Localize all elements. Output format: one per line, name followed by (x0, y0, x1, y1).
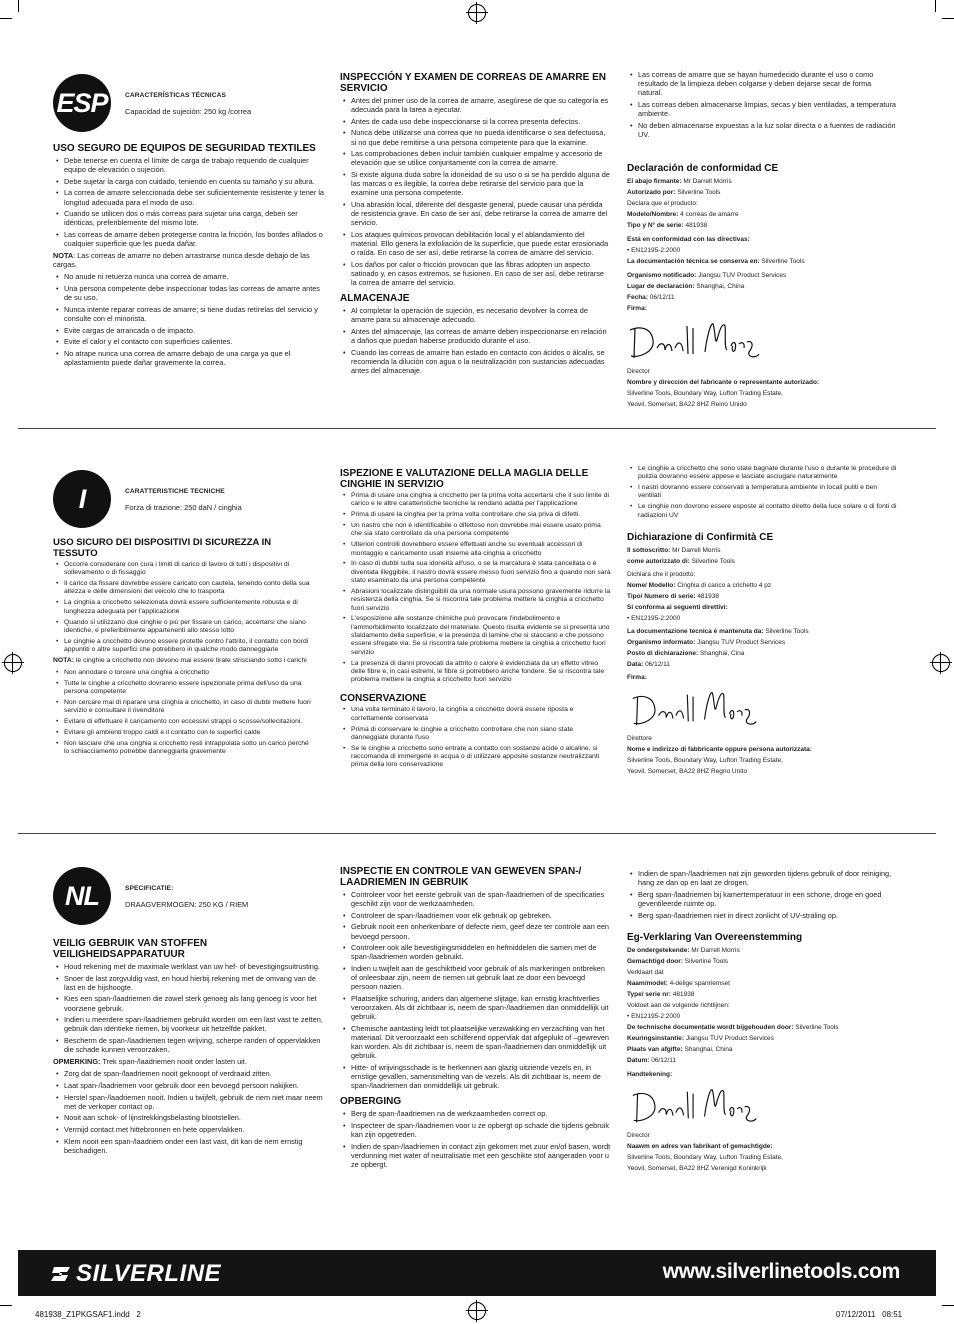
maker-address: Yeovil, Somerset, BA22 8HZ Regno Unito (627, 767, 748, 775)
list-item: • Hitte- of wrijvingsschade is te herkennen aan glazig uitziende vezels en, in ernstige gevallen, samensmelting van de vezels. Als dit zichtbaar is, neem de span-/laadriemen dan onmiddellijk uit gebruik. (351, 1063, 612, 1090)
maker-address: Yeovil, Somerset, BA22 8HZ Verenigd Koninkrijk (627, 1164, 767, 1172)
list-item: • La presenza di danni provocati da attrito o calore è evidenziata da un effetto vitreo delle fibre e, in casi estremi, le fibre si potrebbero anche fondere. Se si riscontra tale problema mettere la cinghia a cricchetto fuori servizio (351, 660, 612, 685)
declaration-line: • EN12195-2:2000 (627, 614, 681, 622)
declaration-line: Voldoet aan de volgende richtlijnen: (627, 1001, 730, 1009)
registration-mark-top-icon (468, 4, 486, 22)
column-left (53, 537, 315, 759)
bullet-list (340, 96, 610, 287)
maker-address: Yeovil, Somerset, BA22 8HZ Reino Unido (627, 400, 747, 408)
declaration-line: Organismo informato: Jiangsu TUV Product Services (627, 638, 786, 646)
declaration-line: Verklaart dat (627, 968, 664, 976)
declaration-line: come autorizzato di: Silverline Tools (627, 557, 735, 565)
signature-icon (627, 1084, 762, 1128)
declaration-line: La documentación técnica se conserva en: Silverline Tools (627, 257, 805, 265)
list-item: • Evite cargas de arrancada o de impacto. (64, 326, 328, 335)
list-item: • Cuando las correas de amarre han estado en contacto con ácidos o álcalis, se recomienda la dilución con agua o la neutralización con sustancias adecuadas antes del almacenaje. (351, 348, 610, 375)
list-item: • L'esposizione alle sostanze chimiche può provocare l'indebolimento e l'ammorbidimento localizzato del materiale. Questo risulta evidente se si presenta uno sfaldamento della superficie, e la presenza di lamine che si staccano e che possono essere sfregate via. Se si riscontra tale problema mettere la cinghia a cricchetto fuori servizio (351, 615, 612, 656)
bullet-list (340, 706, 612, 769)
column-middle (340, 468, 612, 773)
maker-address: Silverline Tools, Boundary Way, Lufton Trading Estate, (627, 1153, 783, 1161)
list-item: • Las correas deben almacenarse limpias, secas y bien ventiladas, a temperatura ambiente. (638, 100, 897, 118)
list-item: • Prima di conservare le cinghie a cricchetto controllare che non siano state danneggiate durante l'uso (351, 726, 612, 743)
column-right (627, 869, 897, 1174)
list-item: • Occorre considerare con cura i limiti di carico di lavoro di tutti i dispositivi di sollevamento o di fissaggio (64, 561, 315, 578)
declaration-line: Modelo/Nombre: 4 correas de amarre (627, 210, 739, 218)
bullet-list (53, 561, 315, 654)
list-item: • Non cercare mai di riparare una cinghia a cricchetto, in caso di dubbi mettere fuori servizio e consultare il rivenditore (64, 699, 315, 716)
list-item: • Los ataques químicos provocan debilitación local y el ablandamiento del material. Ello genera la exfoliación de la superficie, que puede estar erosionada o raída. En caso de ser así, debe retirarse la correa de amarre del servicio. (351, 230, 610, 257)
declaration-line: • EN12195-2:2000 (627, 1012, 681, 1020)
list-item: • Las comprobaciones deben incluir también cualquier empalme y accesorio de elevación que se utilice conjuntamente con la correa de amarre. (351, 149, 610, 167)
signatory-role: Director (627, 1131, 650, 1139)
declaration-line: Está en conformidad con las directivas: (627, 235, 750, 243)
list-item: • Houd rekening met de maximale werklast van uw hef- of bevestigingsuitrusting. (64, 962, 328, 971)
list-item: • Tutte le cinghie a cricchetto dovranno essere ispezionate prima dell'uso da una persona competente (64, 680, 315, 697)
note (53, 1057, 328, 1066)
crop-mark (935, 0, 936, 12)
spec-heading: CARACTERÍSTICAS TÉCNICAS (125, 92, 226, 99)
list-item: • Indien de span-/laadriemen in contact zijn gekomen met zuur en/of basen, wordt verdunning met water of neutralisatie met een geschikte stof aangeraden voor u ze opbergt. (351, 1142, 612, 1169)
section-title: CONSERVAZIONE (340, 693, 427, 705)
declaration-line: El abajo firmante: Mr Darrell Morris (627, 177, 732, 185)
declaration-line: Il sottoscritto: Mr Darrell Morris (627, 546, 721, 554)
declaration-title: Dichiarazione di Confirmità CE (627, 531, 774, 543)
column-middle (340, 866, 612, 1172)
language-badge: NL (53, 867, 111, 925)
bullet-list (627, 70, 897, 139)
list-item: • I nastri dovranno essere conservati a temperatura ambiente in locali puliti e ben ventilati (638, 484, 897, 501)
list-item: • Las correas de amarre deben protegerse contra la fricción, los bordes afilados o cualquier superficie que les pueda dañar. (64, 230, 328, 248)
declaration-line: Dichiara che il prodotto: (627, 570, 696, 578)
bullet-list (627, 465, 897, 520)
declaration-title: Declaración de conformidad CE (627, 162, 779, 174)
declaration-line: Organismo notificado: Jiangsu TUV Product Services (627, 271, 787, 279)
language-badge: ESP (53, 74, 111, 132)
declaration-line: Si conforma ai seguenti direttivi: (627, 603, 728, 611)
signatory-role: Director (627, 367, 650, 375)
bullet-list (340, 1109, 612, 1169)
section-divider (18, 428, 936, 429)
note-text: : Las correas de amarre no deben arrastrarse nunca desde debajo de las cargas. (53, 251, 310, 270)
list-item: • Debe sujetar la carga con cuidado, teniendo en cuenta su tamaño y su altura. (64, 177, 328, 186)
bullet-list (340, 890, 612, 1090)
list-item: • Il carico da fissare dovrebbe essere caricato con cautela, tenendo conto della sua altezza e delle dimensioni del veicolo che lo trasporta (64, 580, 315, 597)
note (53, 657, 315, 665)
list-item: • Vermijd contact met hittebronnen en hete oppervlakken. (64, 1125, 328, 1134)
registration-mark-right-icon (932, 654, 950, 672)
declaration-line: Keuringsinstantie: Jiangsu TUV Product Services (627, 1034, 774, 1042)
list-item: • No anude ni retuerza nunca una correa de amarre. (64, 272, 328, 281)
maker-label: Nome e indirizzo di fabbricante oppure persona autorizzata: (627, 745, 812, 753)
list-item: • Le cinghie a cricchetto che sono state bagnate durante l'uso o durante le procedure di pulizia dovranno essere appese e lasciate asciugare naturalmente (638, 465, 897, 482)
bullet-list (340, 306, 610, 375)
spec-heading: SPECIFICATIE: (125, 885, 174, 892)
declaration-line: Type/ serie nr: 481938 (627, 990, 695, 998)
signature-icon (627, 687, 762, 731)
declaration-line: Lugar de declaración: Shanghai, China (627, 282, 745, 290)
list-item: • La cinghia a cricchetto selezionata dovrà essere sufficientemente robusta e di lunghezza adeguata per l'applicazione (64, 599, 315, 616)
column-left (53, 143, 328, 370)
brand-name: SILVERLINE (76, 1260, 222, 1287)
list-item: • Controleer de span-/laadriemen voor elk gebruik op gebreken. (351, 911, 612, 920)
declaration-line: Nome/ Modello: Cinghia di carico a crichetto 4 pz (627, 581, 772, 589)
column-right (627, 465, 897, 777)
crop-mark (942, 1305, 954, 1306)
list-item: • Evitare di effettuare il caricamento con eccessivi strappi o scosse/sollecitazioni. (64, 718, 315, 726)
list-item: • Plaatselijke schuring, anders dan algemene slijtage, kan ernstig krachtverlies veroorzaken. Als dit zichtbaar is, neem de span-/laadriemen dan onmiddellijk uit gebruik. (351, 994, 612, 1021)
list-item: • No deben almacenarse expuestas a la luz solar directa o a fuentes de radiación UV. (638, 121, 897, 139)
declaration-line: Declara que el producto: (627, 199, 698, 207)
list-item: • Controleer ook alle bevestigingsmiddelen en hefmiddelen die samen met de span-/laadriemen worden gebruikt. (351, 943, 612, 961)
list-item: • Zorg dat de span-/laadriemen nooit geknoopt of verdraaid zitten. (64, 1069, 328, 1078)
list-item: • Berg span-/laadriemen bij kamertemperatuur in een schone, droge en goed geventileerde ruimte op. (638, 890, 897, 908)
note-label: NOTA (53, 251, 74, 261)
declaration-line: Handtekening: (627, 1070, 673, 1078)
list-item: • Un nastro che non è identificabile o difettoso non dovrebbe mai essere usato prima che sia stato controllato da una persona competente (351, 522, 612, 539)
list-item: • Abrasioni localizzate distinguibili da una normale usura possono gravemente ridurre la resistenza della cinghia. Se si riscontra tale problema mettere la cinghia a cricchetto fuori servizio (351, 588, 612, 613)
list-item: • Berg span-/laadriemen niet in direct zonlicht of UV-straling op. (638, 911, 897, 920)
list-item: • No atrape nunca una correa de amarre debajo de una carga ya que el aplastamiento puede dañar gravemente la correa. (64, 349, 328, 367)
signature-icon (627, 318, 762, 364)
declaration-line: Firma: (627, 673, 647, 681)
crop-mark (0, 18, 12, 19)
maker-label: Naawm en adres van fabrikant of gemachtigde: (627, 1142, 773, 1150)
declaration-line: Posto di dichiarazione: Shanghai, Cina (627, 649, 745, 657)
list-item: • Indien de span-/laadriemen nat zijn geworden tijdens gebruik of door reiniging, hang ze dan op en laat ze drogen. (638, 869, 897, 887)
section-title: ALMACENAJE (340, 292, 410, 304)
list-item: • Quando si utilizzano due cinghie o più per fissare un carico, accertarsi che siano identiche, e preferibilmente appartenenti allo stesso lotto (64, 619, 315, 636)
list-item: • Non lasciare che una cinghia a cricchetto resti intrappolata sotto un carico perché lo schiacciamento potrebbe danneggiarla gravemente (64, 740, 315, 757)
spec-value: Forza di trazione: 250 daN / cinghia (125, 503, 242, 512)
silverline-logo-icon (50, 1264, 72, 1284)
declaration-line: Naam/model: 4-delige spanriemset (627, 979, 730, 987)
list-item: • Al completar la operación de sujeción, es necesario devolver la correa de amarre para su almacenaje adecuado. (351, 306, 610, 324)
note-text: Trek span-/laadriemen nooit onder lasten uit. (100, 1057, 247, 1067)
maker-label: Nombre y dirección del fabricante o representante autorizado: (627, 378, 820, 386)
list-item: • Indien u meerdere span-/laadriemen gebruikt worden om een last vast te zetten, gebruik dan identieke riemen, bij voorkeur uit hetzelfde pakket. (64, 1015, 328, 1033)
silverline-logo (50, 1260, 221, 1288)
bullet-list (53, 156, 328, 248)
declaration-line: Gemachtigd door: Silverline Tools (627, 957, 729, 965)
bullet-list (53, 669, 315, 757)
list-item: • Antes del primer uso de la correa de amarre, asegúrese de que su categoría es adecuada para la tarea a ejecutar. (351, 96, 610, 114)
declaration-block (627, 176, 897, 314)
bullet-list (53, 962, 328, 1054)
note-text: le cinghie a cricchetto non devono mai essere tirate strisciando sotto i carichi (74, 657, 307, 665)
list-item: • Evite el calor y el contacto con superficies calientes. (64, 337, 328, 346)
spec-value: DRAAGVERMOGEN: 250 KG / RIEM (125, 900, 249, 909)
section-title: INSPECCIÓN Y EXAMEN DE CORREAS DE AMARRE EN SERVICIO (340, 72, 606, 94)
list-item: • Evitare gli ambienti troppo caldi e il contatto con le superfici calde (64, 729, 315, 737)
list-item: • Una abrasión local, diferente del desgaste general, puede causar una pérdida de resistencia grave. En caso de ser así, debe retirarse la correa de amarre del servicio. (351, 200, 610, 227)
declaration-line: De ondergetekende: Mr Darrell Morris (627, 946, 740, 954)
list-item: • Antes del almacenaje, las correas de amarre deben inspeccionarse en relación a daños que puedan haberse producido durante el uso. (351, 327, 610, 345)
spec-block (125, 488, 325, 512)
list-item: • Indien u twijfelt aan de geschiktheid voor gebruik of als markeringen ontbreken of onleesbaar zijn, neem de riemen uit gebruik laat ze door een bevoegd persoon nazien. (351, 964, 612, 991)
declaration-block (627, 945, 897, 1080)
list-item: • Snoer de last zorgvuldig vast, en houd hierbij rekening met de omvang van de last en de hijshoogte. (64, 974, 328, 992)
list-item: • Herstel span-/laadriemen nooit. Indien u twijfelt, gebruik de riem niet maar neem met de verkoper contact op. (64, 1093, 328, 1111)
list-item: • Prima di usare la cinghia per la prima volta controllare che sia priva di difetti. (351, 511, 612, 519)
spec-heading: CARATTERISTICHE TECNICHE (125, 488, 225, 495)
list-item: • Antes de cada uso debe inspeccionarse si la correa presenta defectos. (351, 117, 610, 126)
declaration-line: Data: 06/12/11 (627, 660, 670, 668)
list-item: • Gebruik nooit een onherkenbare of defecte riem, geef deze ter controle aan een bevoegd persoon. (351, 922, 612, 940)
maker-address: Silverline Tools, Boundary Way, Lufton Trading Estate, (627, 389, 783, 397)
timestamp-slug: 07/12/2011 08:51 (836, 1310, 903, 1319)
column-left (53, 938, 328, 1158)
section-title: OPBERGING (340, 1096, 402, 1108)
declaration-line: Datum: 06/12/11 (627, 1056, 677, 1064)
bullet-list (53, 1069, 328, 1155)
declaration-line: • EN12195-2:2000 (627, 246, 681, 254)
declaration-line: Autorizado por: Silverline Tools (627, 188, 721, 196)
declaration-line: Firma: (627, 304, 647, 312)
maker-address: Silverline Tools, Boundary Way, Lufton Trading Estate, (627, 756, 783, 764)
signatory-role: Direttore (627, 734, 652, 742)
section-title: ISPEZIONE E VALUTAZIONE DELLA MAGLIA DELLE CINGHIE IN SERVIZIO (340, 468, 589, 490)
section-title: INSPECTIE EN CONTROLE VAN GEWEVEN SPAN-/ LAADRIEMEN IN GEBRUIK (340, 866, 582, 888)
registration-mark-left-icon (4, 654, 22, 672)
bullet-list (340, 492, 612, 684)
bullet-list (53, 272, 328, 367)
list-item: • Bescherm de span-/laadriemen tegen wrijving, scherpe randen of oppervlakken die schade kunnen veroorzaken. (64, 1036, 328, 1054)
list-item: • Una persona competente debe inspeccionar todas las correas de amarre antes de su uso. (64, 284, 328, 302)
file-slug: 481938_Z1PKGSAF1.indd 2 (35, 1310, 141, 1319)
list-item: • Chemische aantasting leidt tot plaatselijke verzwakking en verzachting van het materiaal. Dit veroorzaakt een schilferend oppervlak dat afgeplukt of –gewreven kan worden. Als dit zichtbaar is, neem de span-/laadriemen dan onmiddellijk uit gebruik. (351, 1024, 612, 1060)
list-item: • La correa de amarre seleccionada debe ser suficientemente resistente y tener la longitud adecuada para el modo de uso. (64, 188, 328, 206)
list-item: • Laat span-/laadriemen voor gebruik door een bevoegd persoon nakijken. (64, 1081, 328, 1090)
declaration-line: Tipo y N° de serie: 481938 (627, 221, 708, 229)
list-item: • Una volta terminato il lavoro, la cinghia a cricchetto dovrà essere riposta e correttamente conservata (351, 706, 612, 723)
declaration-line: De technische documentatie wordt bijgehouden door: Silverline Tools (627, 1023, 839, 1031)
section-title: USO SICURO DEI DISPOSITIVI DI SICUREZZA IN TESSUTO (53, 537, 272, 559)
list-item: • Non annodare o torcere una cinghia a cricchetto (64, 669, 315, 677)
declaration-title: Eg-Verklaring Van Overeenstemming (627, 931, 803, 943)
list-item: • Controleer voor het eerste gebruik van de span-/laadriemen of de specificaties geschikt zijn voor de werkzaamheden. (351, 890, 612, 908)
list-item: • Las correas de amarre que se hayan humedecido durante el uso o como resultado de la limpieza deben colgarse y deben dejarse secar de forma natural. (638, 70, 897, 97)
list-item: • Nunca intente reparar correas de amarre; si tiene dudas retírelas del servicio y consulte con el minorista. (64, 305, 328, 323)
list-item: • Prima di usare una cinghia a cricchetto per la prima volta accertarsi che il suo limite di carico e le altre caratteristiche tecniche la rendano adatta per l'applicazione (351, 492, 612, 509)
list-item: • Berg de span-/laadriemen na de werkzaamheden correct op. (351, 1109, 612, 1118)
registration-mark-bottom-icon (468, 1302, 486, 1320)
declaration-line: La documentazione tecnica è mantenuta da: Silverline Tools (627, 627, 809, 635)
column-right (627, 70, 897, 410)
list-item: • Se le cinghie a cricchetto sono entrate a contatto con sostanze acide o alcaline, si raccomanda di immergerle in acqua o di utilizzare apposite sostanze neutralizzanti prima della loro conservazione (351, 745, 612, 770)
list-item: • Le cinghie a cricchetto devono essere protette contro l'attrito, il contatto con bordi appuntiti o altre superfici che potrebbero in qualche modo danneggiarle (64, 638, 315, 655)
spec-block (125, 92, 325, 116)
list-item: • In caso di dubbi sulla sua idoneità all'uso, o se la marcatura è stata cancellata o è diventata illeggibile, il nastro dovrà essere messo fuori servizio fino a quando non sarà stato esaminato da una persona competente (351, 560, 612, 585)
list-item: • Nooit aan schok- of lijnstrekkingsbelasting blootstellen. (64, 1113, 328, 1122)
declaration-block (627, 545, 897, 683)
section-divider (18, 833, 936, 834)
crop-mark (0, 1305, 12, 1306)
language-badge: I (53, 470, 111, 528)
list-item: • Nunca debe utilizarse una correa que no pueda identificarse o sea defectuosa, si no que debe remitirse a una persona competente para que la examine. (351, 128, 610, 146)
section-title: VEILIG GEBRUIK VAN STOFFEN VEILIGHEIDSAPPARATUUR (53, 938, 208, 960)
list-item: • Klem nooit een span-/laadriem onder een last vast, dit kan de riem ernstig beschadigen. (64, 1137, 328, 1155)
bullet-list (627, 869, 897, 920)
declaration-line: Tipo/ Numero di serie: 481938 (627, 592, 720, 600)
list-item: • Inspecteer de span-/laadriemen voor u ze opbergt op schade die tijdens gebruik kan zijn opgetreden. (351, 1121, 612, 1139)
declaration-line: Plaats van afgifte: Shanghai, China (627, 1045, 733, 1053)
crop-mark (942, 18, 954, 19)
section-title: USO SEGURO DE EQUIPOS DE SEGURIDAD TEXTILES (53, 143, 316, 154)
list-item: • Kies een span-/laadriemen die zowel sterk genoeg als lang genoeg is voor het voorziene gebruik. (64, 994, 328, 1012)
note-label: NOTA: (53, 657, 75, 665)
spec-block (125, 885, 325, 909)
list-item: • Debe tenerse en cuenta el límite de carga de trabajo requerido de cualquier equipo de elevación o sujeción. (64, 156, 328, 174)
footer-bar (18, 1250, 936, 1296)
column-middle (340, 72, 610, 378)
declaration-line: Fecha: 06/12/11 (627, 293, 675, 301)
spec-value: Capacidad de sujeción: 250 kg /correa (125, 107, 252, 116)
list-item: • Ulteriori controlli dovrebbero essere effettuati anche su eventuali accessori di montaggio e caricamento usati insieme alla cinghia a cricchetto (351, 541, 612, 558)
list-item: • Los daños por calor o fricción provocan que las fibras adopten un aspecto satinado y, en casos extremos, se fusionen. En caso de ser así, debe retirarse la correa de amarre del servicio. (351, 260, 610, 287)
list-item: • Si existe alguna duda sobre la idoneidad de su uso o si se ha perdido alguna de las marcas o es ilegible, la correa debe retirarse del servicio para que la examine una persona competente. (351, 170, 610, 197)
note-label: OPMERKING: (53, 1057, 101, 1067)
crop-mark (18, 0, 19, 12)
note (53, 251, 328, 269)
list-item: • Cuando se utilicen dos o más correas para sujetar una carga, deben ser idénticas, preferiblemente del mismo lote. (64, 209, 328, 227)
list-item: • Le cinghie non dovrono essere esposte al contatto diretto della luce solare o di fonti di radiazioni UV (638, 503, 897, 520)
website-url[interactable]: www.silverlinetools.com (662, 1260, 900, 1283)
